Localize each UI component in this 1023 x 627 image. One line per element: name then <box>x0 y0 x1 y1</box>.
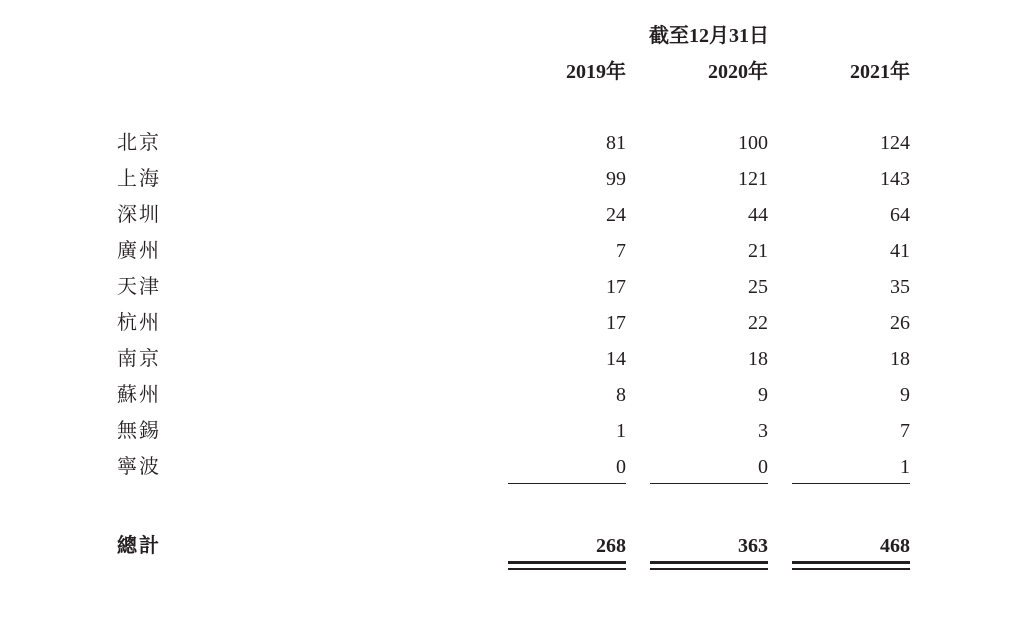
row-value: 22 <box>748 312 768 334</box>
row-value: 81 <box>606 132 626 154</box>
row-label: 無錫 <box>117 420 161 442</box>
row-label: 南京 <box>117 348 161 370</box>
row-value: 3 <box>758 420 768 442</box>
row-value: 26 <box>890 312 910 334</box>
row-value: 25 <box>748 276 768 298</box>
year-header-2019: 2019年 <box>566 61 626 83</box>
total-double-rule-top-2019 <box>508 561 626 564</box>
subtotal-rule-2019 <box>508 483 626 484</box>
row-value: 9 <box>900 384 910 406</box>
row-value: 9 <box>758 384 768 406</box>
row-value: 14 <box>606 348 626 370</box>
total-value-2019: 268 <box>596 535 626 557</box>
row-value: 44 <box>748 204 768 226</box>
row-value: 143 <box>880 168 910 190</box>
row-value: 17 <box>606 276 626 298</box>
row-value: 100 <box>738 132 768 154</box>
total-value-2020: 363 <box>738 535 768 557</box>
row-label: 廣州 <box>117 240 161 262</box>
row-value: 7 <box>616 240 626 262</box>
total-double-rule-bottom-2021 <box>792 568 910 570</box>
total-double-rule-bottom-2019 <box>508 568 626 570</box>
row-value: 17 <box>606 312 626 334</box>
subtotal-rule-2020 <box>650 483 768 484</box>
total-value-2021: 468 <box>880 535 910 557</box>
row-value: 21 <box>748 240 768 262</box>
row-value: 0 <box>616 456 626 478</box>
year-header-2021: 2021年 <box>850 61 910 83</box>
total-double-rule-bottom-2020 <box>650 568 768 570</box>
row-value: 8 <box>616 384 626 406</box>
row-value: 64 <box>890 204 910 226</box>
row-label: 蘇州 <box>117 384 161 406</box>
row-label: 杭州 <box>117 312 161 334</box>
row-value: 24 <box>606 204 626 226</box>
row-value: 18 <box>890 348 910 370</box>
row-label: 上海 <box>117 168 161 190</box>
row-value: 41 <box>890 240 910 262</box>
row-label: 深圳 <box>117 204 161 226</box>
total-double-rule-top-2021 <box>792 561 910 564</box>
row-value: 121 <box>738 168 768 190</box>
row-value: 124 <box>880 132 910 154</box>
row-value: 7 <box>900 420 910 442</box>
total-double-rule-top-2020 <box>650 561 768 564</box>
row-value: 0 <box>758 456 768 478</box>
total-label: 總計 <box>117 535 161 557</box>
row-label: 北京 <box>117 132 161 154</box>
row-value: 35 <box>890 276 910 298</box>
year-header-2020: 2020年 <box>708 61 768 83</box>
row-value: 1 <box>616 420 626 442</box>
row-value: 99 <box>606 168 626 190</box>
subtotal-rule-2021 <box>792 483 910 484</box>
period-header: 截至12月31日 <box>649 25 769 47</box>
row-value: 1 <box>900 456 910 478</box>
row-label: 寧波 <box>117 456 161 478</box>
row-label: 天津 <box>117 276 161 298</box>
row-value: 18 <box>748 348 768 370</box>
